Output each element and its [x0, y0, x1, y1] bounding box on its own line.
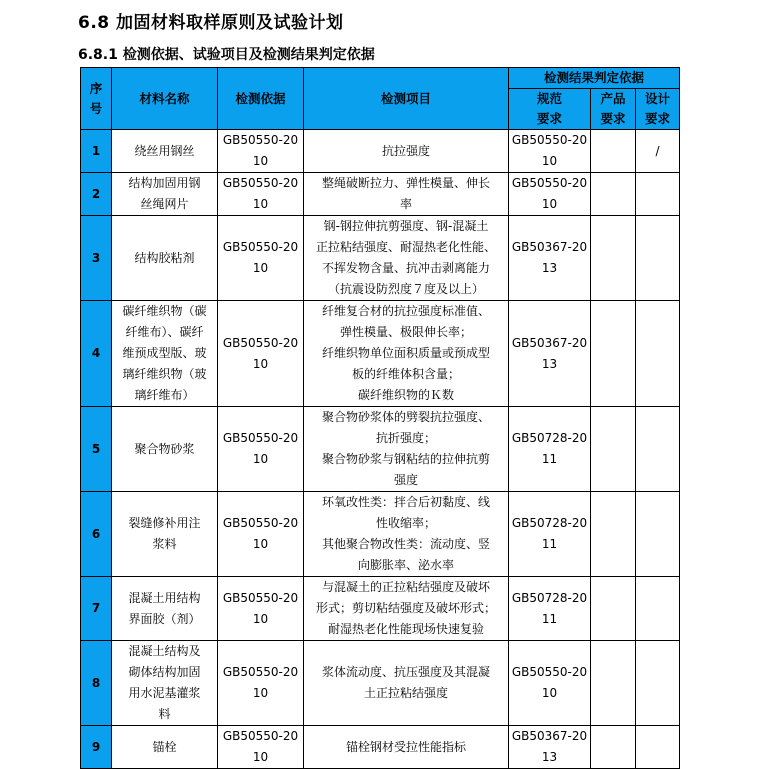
row-index: 9 — [81, 726, 112, 769]
row-index: 2 — [81, 173, 112, 216]
row-basis: GB50550-20 10 — [218, 577, 304, 641]
table-row — [81, 216, 680, 301]
row-items: 纤维复合材的抗拉强度标准值、 弹性模量、极限伸长率； 纤维织物单位面积质量或预成型 板的纤维体积含量； 碳纤维织物的Ｋ数 — [304, 301, 509, 407]
row-product-req — [591, 301, 636, 407]
row-spec-req: GB50728-20 11 — [509, 577, 591, 641]
table-row — [81, 301, 680, 407]
row-index: 8 — [81, 641, 112, 726]
row-index: 3 — [81, 216, 112, 301]
row-basis: GB50550-20 10 — [218, 726, 304, 769]
row-material: 结构加固用钢 丝绳网片 — [112, 173, 218, 216]
row-design-req — [636, 301, 680, 407]
row-product-req — [591, 173, 636, 216]
row-design-req — [636, 726, 680, 769]
row-basis: GB50550-20 10 — [218, 301, 304, 407]
header-design-req: 设计 要求 — [636, 89, 680, 130]
row-index: 4 — [81, 301, 112, 407]
header-product-req: 产品 要求 — [591, 89, 636, 130]
row-items: 抗拉强度 — [304, 130, 509, 173]
row-basis: GB50550-20 10 — [218, 173, 304, 216]
row-product-req — [591, 130, 636, 173]
section-title: 6.8 加固材料取样原则及试验计划 — [78, 13, 344, 33]
table-row — [81, 130, 680, 173]
header-index: 序 号 — [81, 68, 112, 130]
row-spec-req: GB50550-20 10 — [509, 130, 591, 173]
row-material: 混凝土结构及 砌体结构加固 用水泥基灌浆 料 — [112, 641, 218, 726]
row-basis: GB50550-20 10 — [218, 492, 304, 577]
header-spec-req: 规范 要求 — [509, 89, 591, 130]
table-row — [81, 173, 680, 216]
header-basis: 检测依据 — [218, 68, 304, 130]
row-design-req — [636, 641, 680, 726]
row-items: 锚栓钢材受拉性能指标 — [304, 726, 509, 769]
row-material: 绕丝用钢丝 — [112, 130, 218, 173]
row-material: 混凝土用结构 界面胶（剂） — [112, 577, 218, 641]
header-judgement-group: 检测结果判定依据 — [509, 68, 680, 89]
subsection-title: 6.8.1 检测依据、试验项目及检测结果判定依据 — [78, 47, 375, 63]
row-basis: GB50550-20 10 — [218, 216, 304, 301]
inspection-table — [80, 67, 680, 769]
table-row — [81, 492, 680, 577]
row-basis: GB50550-20 10 — [218, 407, 304, 492]
row-spec-req: GB50728-20 11 — [509, 407, 591, 492]
row-basis: GB50550-20 10 — [218, 130, 304, 173]
table-row — [81, 726, 680, 769]
row-basis: GB50550-20 10 — [218, 641, 304, 726]
row-spec-req: GB50367-20 13 — [509, 301, 591, 407]
row-spec-req: GB50728-20 11 — [509, 492, 591, 577]
row-product-req — [591, 577, 636, 641]
header-items: 检测项目 — [304, 68, 509, 130]
row-items: 环氧改性类：拌合后初黏度、线 性收缩率； 其他聚合物改性类：流动度、竖 向膨胀率、泌水率 — [304, 492, 509, 577]
row-index: 5 — [81, 407, 112, 492]
row-items: 整绳破断拉力、弹性模量、伸长 率 — [304, 173, 509, 216]
table-row — [81, 577, 680, 641]
row-material: 锚栓 — [112, 726, 218, 769]
row-design-req — [636, 407, 680, 492]
row-product-req — [591, 492, 636, 577]
row-index: 7 — [81, 577, 112, 641]
row-material: 碳纤维织物（碳 纤维布）、碳纤 维预成型版、玻 璃纤维织物（玻 璃纤维布） — [112, 301, 218, 407]
row-spec-req: GB50367-20 13 — [509, 216, 591, 301]
row-design-req: / — [636, 130, 680, 173]
row-index: 6 — [81, 492, 112, 577]
row-design-req — [636, 173, 680, 216]
row-product-req — [591, 216, 636, 301]
row-material: 裂缝修补用注 浆料 — [112, 492, 218, 577]
row-items: 钢-钢拉伸抗剪强度、钢-混凝土 正拉粘结强度、耐湿热老化性能、 不挥发物含量、抗冲击剥离能力 （抗震设防烈度７度及以上） — [304, 216, 509, 301]
row-index: 1 — [81, 130, 112, 173]
row-design-req — [636, 216, 680, 301]
row-product-req — [591, 726, 636, 769]
row-spec-req: GB50550-20 10 — [509, 173, 591, 216]
row-design-req — [636, 577, 680, 641]
row-product-req — [591, 641, 636, 726]
row-product-req — [591, 407, 636, 492]
header-material: 材料名称 — [112, 68, 218, 130]
table-row — [81, 407, 680, 492]
row-design-req — [636, 492, 680, 577]
row-items: 与混凝土的正拉粘结强度及破坏 形式；剪切粘结强度及破坏形式； 耐湿热老化性能现场快速复验 — [304, 577, 509, 641]
row-material: 结构胶粘剂 — [112, 216, 218, 301]
row-items: 浆体流动度、抗压强度及其混凝 土正拉粘结强度 — [304, 641, 509, 726]
row-material: 聚合物砂浆 — [112, 407, 218, 492]
row-spec-req: GB50550-20 10 — [509, 641, 591, 726]
row-items: 聚合物砂浆体的劈裂抗拉强度、 抗折强度； 聚合物砂浆与钢粘结的拉伸抗剪 强度 — [304, 407, 509, 492]
table-row — [81, 641, 680, 726]
row-spec-req: GB50367-20 13 — [509, 726, 591, 769]
